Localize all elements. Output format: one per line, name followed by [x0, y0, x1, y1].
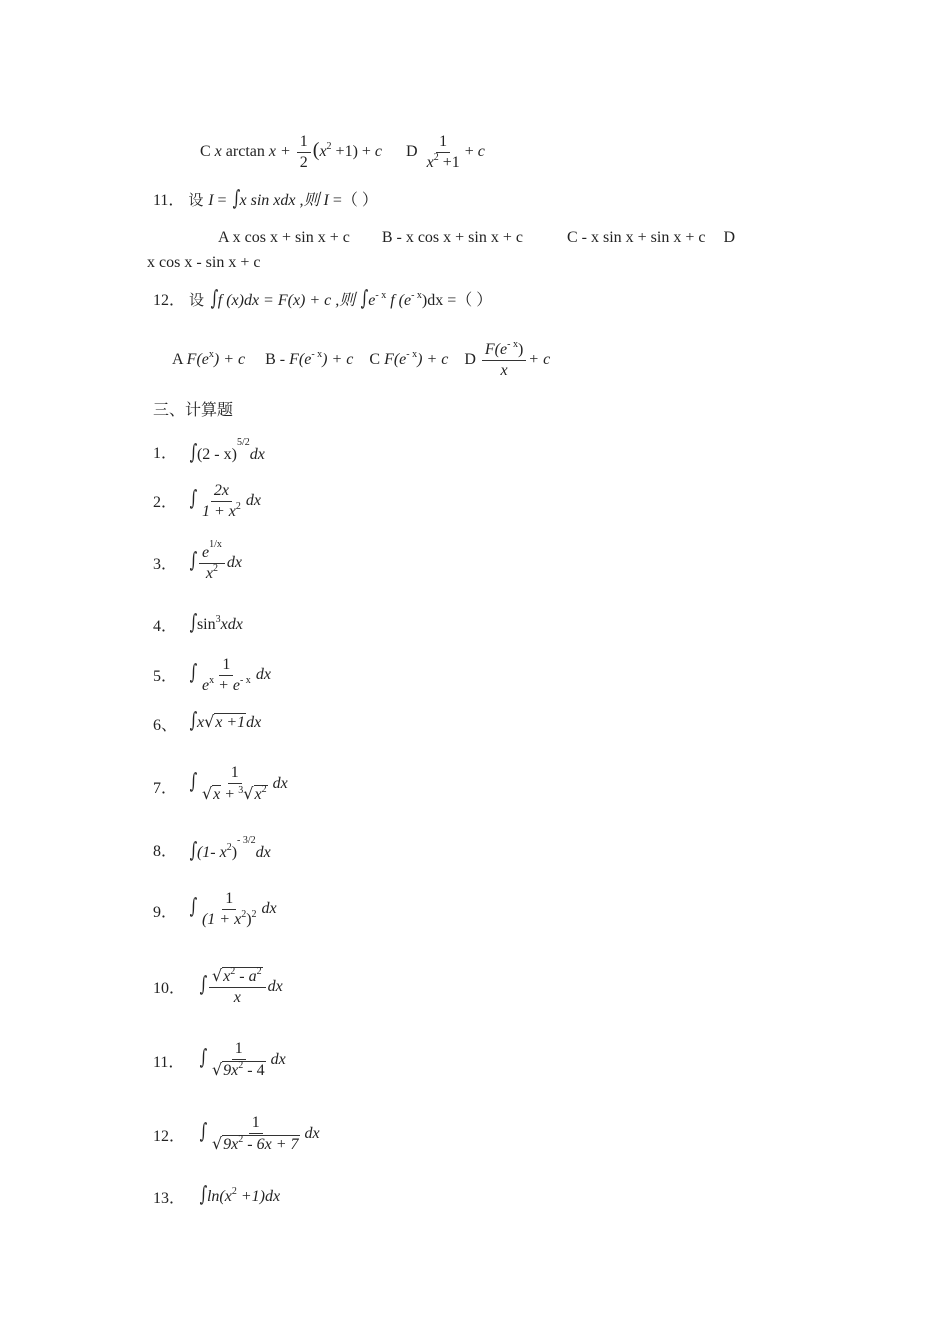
fraction: [297, 132, 311, 173]
q12-options: [172, 338, 550, 382]
frac-den: [203, 564, 221, 584]
radicand: [222, 967, 262, 985]
fraction: [199, 538, 225, 584]
integral-sign: ∫: [199, 972, 208, 996]
q11-option-d-expr: x cos x - sin x + c: [147, 254, 261, 271]
expr-sup: 2: [231, 1186, 237, 1197]
expr-part: F(e: [484, 340, 508, 358]
expr-part: ) + c: [417, 351, 449, 368]
expr-part: +1)dx: [236, 1188, 281, 1205]
expr-part: c: [374, 143, 383, 160]
problem-number: 1．: [153, 445, 178, 462]
stem-var: I: [208, 192, 214, 209]
frac-num: [211, 481, 232, 502]
frac-den: [199, 676, 254, 696]
expr-part: ): [231, 844, 238, 861]
problem-number: 3．: [153, 556, 178, 573]
option-a: A x cos x + sin x + c: [218, 229, 350, 246]
fraction: [199, 655, 254, 696]
problem-13-expr: [198, 1178, 280, 1213]
q10-options: [200, 128, 485, 174]
problem-5-expr: [188, 650, 271, 697]
expr-sup: 2: [433, 151, 439, 163]
stem-var: I: [323, 192, 329, 209]
problem-2-expr: [188, 476, 261, 523]
problem-1-expr: [188, 436, 265, 471]
expr-part: arctan: [225, 143, 265, 160]
radicand: x +1: [215, 714, 246, 731]
integral-sign: ∫: [189, 838, 198, 862]
radicand: [222, 1061, 265, 1079]
problem-number: 7．: [153, 780, 178, 797]
option-d-label: D: [723, 229, 736, 246]
stem-text: x sin xdx ,则: [239, 192, 324, 209]
problem-number: 2．: [153, 494, 178, 511]
stem-text: )dx =（ ）: [421, 292, 493, 309]
integral-sign: ∫: [199, 1182, 208, 1206]
problem-3-expr: [188, 538, 242, 585]
problem-6-expr: [188, 704, 261, 739]
expr-part: e: [201, 543, 210, 561]
expr-sup: 2: [251, 908, 257, 920]
frac-den: [209, 1134, 303, 1155]
expr-part: (1- x: [196, 844, 227, 861]
integral-sign: ∫: [199, 1119, 208, 1143]
option-d-label: D: [464, 351, 476, 368]
problem-number: 6、: [153, 717, 178, 734]
expr-sup: 1/x: [209, 538, 222, 550]
q11-options: [218, 228, 735, 248]
frac-den: [498, 361, 511, 381]
option-d-label: D: [406, 143, 418, 160]
radicand: [222, 1135, 299, 1153]
problem-number: 10．: [153, 980, 186, 997]
frac-num: [209, 966, 266, 988]
problem-number: 13．: [153, 1190, 186, 1207]
frac-num: 1: [297, 132, 311, 153]
expr-part: sin: [196, 616, 216, 633]
expr-sup: 3: [215, 614, 221, 625]
stem-text: =: [213, 192, 231, 209]
question-number: 12．: [153, 292, 186, 309]
expr-part: ): [517, 340, 524, 358]
expr-sup: 2: [230, 966, 236, 978]
expr-part: (: [312, 139, 320, 161]
frac-num: 1: [219, 655, 233, 676]
expr-part: - F(e: [279, 351, 312, 368]
expr-sup: - x: [406, 349, 418, 360]
frac-den: [231, 988, 244, 1008]
frac-den: [199, 910, 260, 930]
expr-sup: 2: [241, 908, 247, 920]
integral-sign: ∫: [210, 286, 219, 310]
section-title: 三、计算题: [153, 400, 234, 419]
expr-part: dx: [226, 554, 242, 571]
fraction: [209, 1039, 269, 1081]
option-c-label: C: [200, 143, 211, 160]
frac-num: 1: [222, 889, 236, 910]
problem-8-expr: [188, 834, 271, 869]
fraction: [424, 132, 463, 173]
problem-7-expr: [188, 759, 288, 806]
expr-part: x: [214, 143, 222, 160]
problem-4-expr: [188, 606, 243, 641]
expr-part: dx: [261, 900, 277, 917]
sqrt: $√x^2 - a^2$: [211, 966, 262, 986]
expr-part: +1) +: [331, 143, 375, 160]
expr-part: + e: [214, 676, 240, 694]
expr-part: ): [246, 910, 252, 928]
frac-den: [199, 784, 271, 805]
q11-stem: [153, 188, 378, 211]
expr-sup: 2: [226, 842, 232, 853]
expr-part: dx: [246, 714, 262, 731]
problem-10-expr: [198, 962, 283, 1009]
problem-11-expr: [198, 1035, 286, 1082]
expr-sup: 2: [261, 784, 267, 796]
question-number: 11．: [153, 192, 185, 209]
expr-part: dx: [255, 844, 271, 861]
expr-part: ln(x: [206, 1188, 232, 1205]
expr-sup: 2: [212, 562, 218, 574]
problem-number: 12．: [153, 1128, 186, 1145]
expr-sup: 2: [256, 966, 262, 978]
expr-part: x: [426, 153, 434, 171]
integral-sign: ∫: [189, 486, 198, 510]
frac-num: [199, 538, 225, 564]
expr-sup: 2: [238, 1134, 244, 1146]
expr-part: dx: [267, 978, 283, 995]
frac-num: 1: [228, 763, 242, 784]
stem-text: f (e: [386, 292, 412, 309]
expr-part: c: [477, 143, 485, 160]
fraction: [482, 340, 526, 381]
expr-sup: 2: [235, 500, 241, 512]
integral-sign: ∫: [199, 1045, 208, 1069]
expr-part: e: [201, 676, 210, 694]
expr-part: F(e: [384, 351, 407, 368]
sqrt: $√9x^2 - 6x + 7$: [211, 1134, 299, 1154]
stem-sup: - x: [411, 290, 422, 301]
expr-part: 2x: [213, 481, 229, 499]
expr-part: +1: [438, 153, 460, 171]
integral-sign: ∫: [189, 660, 198, 684]
problem-number: 11．: [153, 1054, 185, 1071]
expr-sup: - x: [239, 674, 251, 686]
expr-sup: - x: [507, 338, 518, 350]
expr-sup: 2: [326, 141, 332, 152]
frac-num: [482, 340, 526, 361]
frac-den: [209, 1060, 269, 1081]
problem-number: 5．: [153, 668, 178, 685]
expr-part: (1 + x: [201, 910, 242, 928]
frac-den: [199, 502, 244, 522]
expr-part: dx: [249, 446, 265, 463]
expr-sup: - x: [311, 349, 323, 360]
problem-number: 9．: [153, 904, 178, 921]
stem-text: 设: [189, 291, 209, 309]
radicand: x: [213, 786, 221, 804]
sqrt: $√x^2$: [243, 784, 267, 804]
integral-sign: ∫: [360, 286, 369, 310]
expr-part: dx: [270, 1051, 286, 1068]
integral-sign: ∫: [189, 548, 198, 572]
problem-number: 4．: [153, 618, 178, 635]
expr-sup: 5/2: [236, 437, 250, 448]
option-c: C - x sin x + sin x + c: [566, 229, 706, 246]
fraction: [209, 1113, 303, 1155]
frac-den: [424, 153, 463, 173]
expr-sup: x: [208, 349, 214, 360]
expr-part: dx: [272, 775, 288, 792]
expr-part: x: [319, 143, 327, 160]
expr-sup: - 3/2: [237, 835, 256, 846]
integral-sign: ∫: [189, 894, 198, 918]
stem-text: 设: [188, 191, 209, 209]
expr-part: 9x: [223, 1062, 239, 1080]
radicand: [254, 785, 268, 803]
expr-part: x: [500, 361, 508, 379]
expr-part: F(e: [186, 351, 209, 368]
expr-part: x: [205, 564, 213, 582]
expr-part: x: [233, 989, 241, 1007]
fraction: [209, 966, 266, 1008]
expr-part: dx: [255, 666, 271, 683]
expr-sup: 2: [238, 1060, 244, 1072]
expr-part: (2 - x): [196, 446, 237, 463]
expr-part: x: [254, 786, 262, 804]
frac-num: 1: [232, 1039, 246, 1060]
option-b: B - x cos x + sin x + c: [381, 229, 523, 246]
expr-part: x +: [268, 143, 291, 160]
q12-stem: [153, 288, 492, 311]
expr-part: 1 + x: [201, 502, 236, 520]
stem-text: e: [368, 292, 376, 309]
integral-sign: ∫: [189, 610, 198, 634]
stem-text: =（ ）: [328, 192, 378, 209]
stem-sup: - x: [375, 290, 387, 301]
expr-part: +: [464, 143, 478, 160]
integral-sign: ∫: [232, 186, 240, 210]
sqrt: √x +1: [204, 712, 246, 731]
option-a-label: A: [172, 351, 183, 368]
expr-part: 9x: [223, 1136, 239, 1154]
expr-part: ) + c: [213, 351, 246, 368]
problem-9-expr: [188, 884, 277, 931]
fraction: [199, 889, 260, 930]
frac-den: 2: [299, 153, 308, 171]
expr-part: - a: [235, 968, 257, 986]
option-b-label: B: [265, 351, 276, 368]
sqrt: $√9x^2 - 4$: [211, 1060, 265, 1080]
integral-sign: ∫: [189, 769, 198, 793]
sqrt: √x: [201, 784, 221, 804]
expr-part: x: [196, 714, 205, 731]
expr-part: xdx: [220, 616, 243, 633]
expr-part: ) + c: [322, 351, 354, 368]
fraction: [199, 481, 244, 522]
option-c-label: C: [369, 351, 381, 368]
expr-part: dx: [245, 492, 261, 509]
expr-part: +: [221, 786, 239, 804]
integral-sign: ∫: [189, 440, 198, 464]
expr-part: x: [223, 968, 231, 986]
frac-num: 1: [436, 132, 450, 153]
problem-12-expr: [198, 1109, 320, 1156]
stem-text: f (x)dx = F(x) + c ,则: [217, 292, 360, 309]
expr-part: - 6x + 7: [243, 1136, 299, 1154]
expr-part: dx: [304, 1125, 320, 1142]
expr-part: - 4: [243, 1062, 265, 1080]
problem-number: 8．: [153, 843, 178, 860]
frac-num: 1: [249, 1113, 263, 1134]
fraction: [199, 763, 271, 805]
root-index: 3: [238, 785, 244, 797]
integral-sign: ∫: [189, 708, 198, 732]
expr-sup: x: [209, 674, 215, 686]
expr-part: + c: [528, 351, 551, 368]
